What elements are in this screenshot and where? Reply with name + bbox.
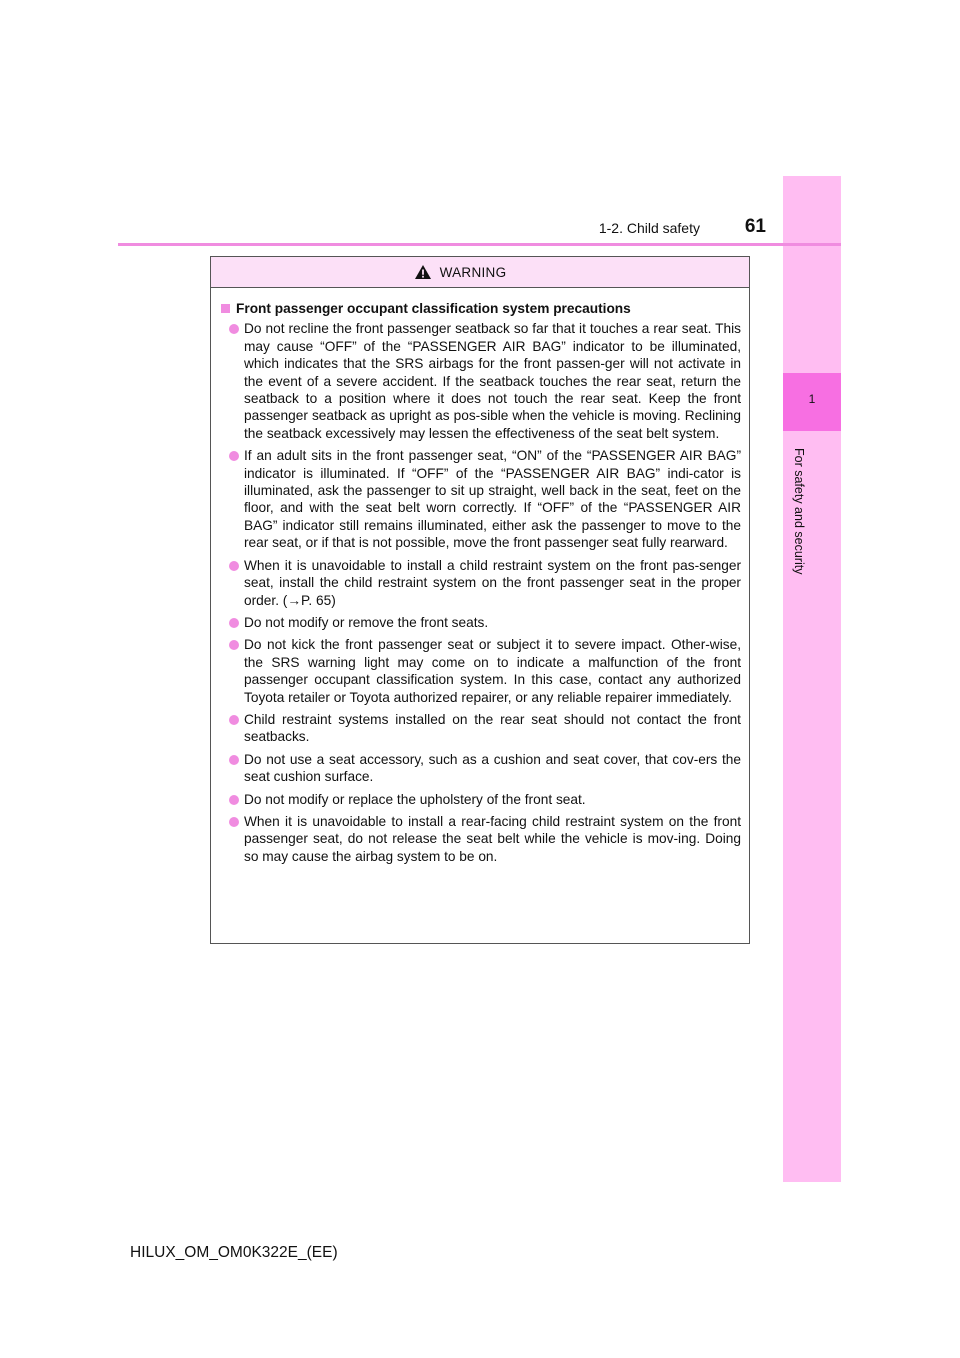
warning-box — [210, 256, 750, 944]
list-item-text: If an adult sits in the front passenger seat, “ON” of the “PASSENGER AIR BAG” indicator is illuminated. If “OFF” of the “PASSENGER AIR BAG” indi-cator is illuminated, ask the passenger to sit up straight, well back in the seat, feet on the floor, and with the seat belt worn correctly. If “OFF” of the “PASSENGER AIR BAG” indicator still remains illuminated, either ask the passenger to move to the rear seat, or if that is not possible, move the front passenger seat fully rearward. — [244, 448, 741, 551]
list-item — [229, 557, 741, 609]
pink-circle-bullet-icon — [229, 817, 239, 827]
page-number: 61 — [744, 216, 766, 237]
list-item — [229, 791, 741, 808]
list-item-text: Do not modify or replace the upholstery of the front seat. — [244, 791, 586, 807]
chapter-title: For safety and security — [792, 448, 806, 575]
warning-body — [211, 288, 749, 865]
pink-circle-bullet-icon — [229, 561, 239, 571]
pink-circle-bullet-icon — [229, 715, 239, 725]
pink-circle-bullet-icon — [229, 795, 239, 805]
chapter-number: 1 — [808, 392, 816, 406]
warning-heading: Front passenger occupant classification system precautions — [236, 301, 631, 316]
list-item — [229, 813, 741, 865]
list-item-text: When it is unavoidable to install a rear-facing child restraint system on the front passenger seat, do not release the seat belt while the vehicle is mov-ing. Doing so may cause the airbag system to be on. — [244, 813, 741, 864]
warning-triangle-icon — [414, 264, 432, 280]
list-item — [229, 320, 741, 442]
list-item — [229, 711, 741, 746]
header-rule — [118, 243, 841, 246]
list-item-text: When it is unavoidable to install a child restraint system on the front pas-senger seat, install the child restraint system on the front passenger seat in the proper order. (→P. 65) — [244, 557, 741, 608]
pink-square-icon — [221, 304, 230, 313]
section-title: 1-2. Child safety — [598, 220, 700, 236]
list-item-text: Do not modify or remove the front seats. — [244, 614, 489, 630]
side-chapter-tab — [783, 176, 841, 1182]
list-item-text: Child restraint systems installed on the rear seat should not contact the front seatbacks. — [244, 711, 741, 745]
list-item — [229, 614, 741, 631]
list-item-text: Do not recline the front passenger seatback so far that it touches a rear seat. This may cause “OFF” of the “PASSENGER AIR BAG” indicator to be illuminated, which indicates that the SRS airbags for the front passen-ger will not activate in the event of a severe accident. If the seatback touches the rear seat, return the seatback to a position where it does not touch the rear seat. Keep the front passenger seatback as upright as pos-sible when the vehicle is moving. Reclining the seatback excessively may lessen the effectiveness of the seat belt system. — [244, 321, 741, 441]
footer-doc-code: HILUX_OM_OM0K322E_(EE) — [130, 1244, 338, 1261]
warning-header — [211, 257, 749, 288]
pink-circle-bullet-icon — [229, 324, 239, 334]
pink-circle-bullet-icon — [229, 451, 239, 461]
list-item-text: Do not kick the front passenger seat or subject it to severe impact. Other-wise, the SRS warning light may come on to indicate a malfunction of the front passenger occupant classification system. In this case, contact any authorized Toyota retailer or Toyota authorized repairer, or any reliable repairer immediately. — [244, 637, 741, 705]
warning-label: WARNING — [439, 264, 507, 280]
list-item — [229, 636, 741, 706]
warning-heading-row — [221, 300, 741, 317]
pink-circle-bullet-icon — [229, 755, 239, 765]
list-item — [229, 751, 741, 786]
list-item — [229, 447, 741, 551]
pink-circle-bullet-icon — [229, 640, 239, 650]
pink-circle-bullet-icon — [229, 618, 239, 628]
list-item-text: Do not use a seat accessory, such as a cushion and seat cover, that cov-ers the seat cushion surface. — [244, 751, 741, 785]
